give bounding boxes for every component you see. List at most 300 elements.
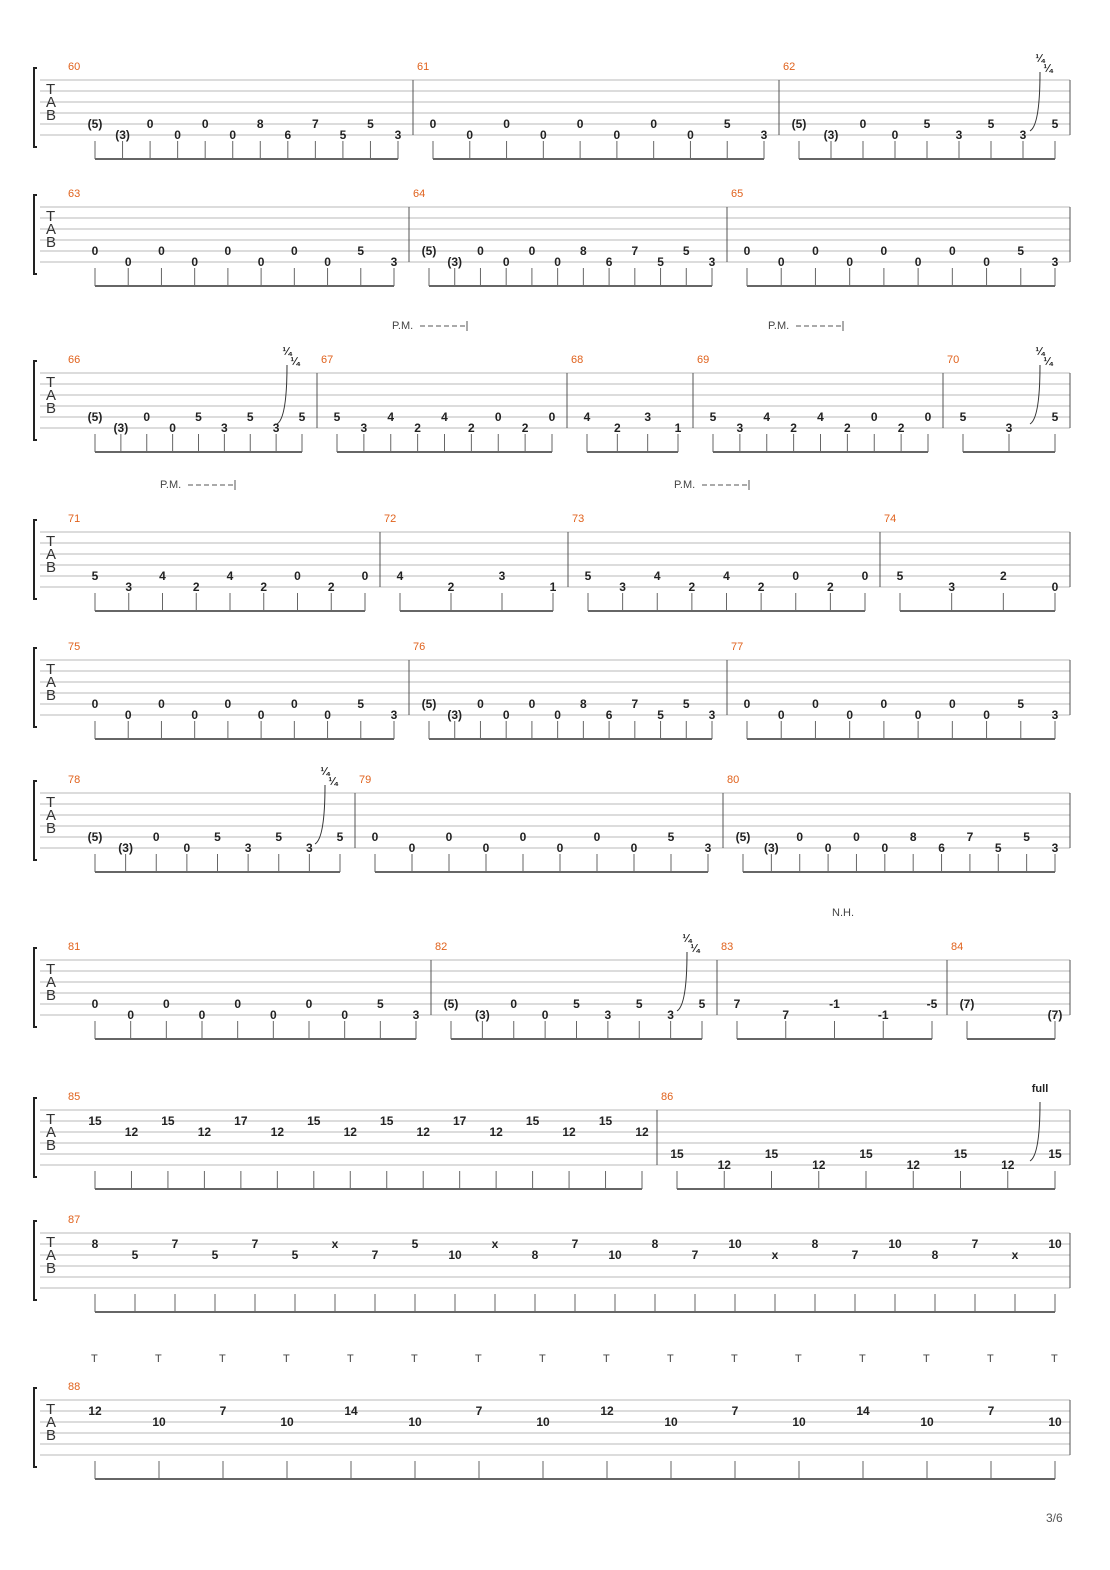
fret-number: 0 bbox=[613, 128, 621, 142]
fret-number: 0 bbox=[124, 708, 132, 722]
fret-number: 5 bbox=[339, 128, 347, 142]
fret-number: 3 bbox=[221, 421, 228, 435]
fret-number: 2 bbox=[192, 580, 200, 594]
bar-number: 71 bbox=[68, 513, 81, 525]
fret-number: 0 bbox=[152, 830, 160, 844]
fret-number: 8 bbox=[931, 1248, 939, 1262]
bend-label: ¼ bbox=[282, 346, 292, 358]
fret-number: 0 bbox=[891, 128, 899, 142]
tab-clef-letter-b: B bbox=[46, 987, 57, 1004]
fret-number: 6 bbox=[605, 255, 613, 269]
fret-number: 5 bbox=[91, 569, 99, 583]
fret-number: 3 bbox=[1051, 708, 1059, 722]
fret-number: 5 bbox=[411, 1237, 419, 1251]
fret-number: 0 bbox=[539, 128, 547, 142]
fret-number: 3 bbox=[390, 708, 398, 722]
fret-number: 4 bbox=[387, 410, 395, 424]
fret-number: 2 bbox=[688, 580, 696, 594]
fret-number: 2 bbox=[521, 421, 529, 435]
fret-number: 7 bbox=[733, 997, 741, 1011]
fret-number: 10 bbox=[280, 1415, 294, 1429]
tab-clef-letter-a: A bbox=[46, 546, 57, 563]
fret-number: 0 bbox=[477, 697, 484, 711]
fret-number: 7 bbox=[371, 1248, 379, 1262]
tap-marker: T bbox=[347, 1353, 354, 1365]
staff-system-7 bbox=[34, 907, 1070, 1039]
fret-number: 12 bbox=[717, 1158, 731, 1172]
bar-number: 88 bbox=[68, 1381, 81, 1393]
fret-number: 15 bbox=[307, 1114, 321, 1128]
palm-mute-marking: P.M. bbox=[768, 320, 790, 332]
fret-number: 0 bbox=[361, 569, 369, 583]
fret-number: 7 bbox=[966, 830, 974, 844]
fret-number: 3 bbox=[394, 128, 402, 142]
tab-clef-letter-b: B bbox=[46, 234, 57, 251]
fret-number: 12 bbox=[416, 1125, 430, 1139]
palm-mute-marking: P.M. bbox=[392, 320, 414, 332]
tap-marker: T bbox=[475, 1353, 482, 1365]
fret-number: 14 bbox=[856, 1404, 870, 1418]
tab-clef-letter-b: B bbox=[46, 559, 57, 576]
fret-number: 0 bbox=[777, 255, 785, 269]
tab-clef-letter-t: T bbox=[46, 661, 56, 678]
fret-number: 7 bbox=[987, 1404, 995, 1418]
fret-number: 0 bbox=[792, 569, 800, 583]
fret-number: 0 bbox=[324, 708, 331, 722]
fret-number: 0 bbox=[124, 255, 132, 269]
fret-number: 5 bbox=[195, 410, 202, 424]
fret-number: 0 bbox=[824, 841, 832, 855]
fret-number: 8 bbox=[580, 244, 587, 258]
fret-number: 0 bbox=[502, 255, 510, 269]
fret-number: 5 bbox=[376, 997, 384, 1011]
fret-number: x bbox=[771, 1248, 779, 1262]
fret-number: 0 bbox=[294, 569, 301, 583]
fret-number: 3 bbox=[1051, 841, 1059, 855]
fret-number: 5 bbox=[333, 410, 341, 424]
fret-number: 0 bbox=[91, 697, 99, 711]
fret-number: 0 bbox=[630, 841, 638, 855]
bar-number: 72 bbox=[384, 513, 397, 525]
fret-number: 8 bbox=[256, 117, 264, 131]
staff-system-2 bbox=[34, 188, 1070, 286]
fret-number: 7 bbox=[571, 1237, 579, 1251]
fret-number: 3 bbox=[390, 255, 398, 269]
fret-number: 12 bbox=[270, 1125, 285, 1139]
palm-mute-marking: P.M. bbox=[674, 479, 696, 491]
fret-number: 2 bbox=[897, 421, 905, 435]
fret-number: 0 bbox=[477, 244, 484, 258]
fret-number: 8 bbox=[651, 1237, 659, 1251]
fret-number: 4 bbox=[583, 410, 591, 424]
bar-number: 76 bbox=[413, 641, 426, 653]
bar-number: 83 bbox=[721, 941, 734, 953]
fret-number: 5 bbox=[357, 244, 365, 258]
fret-number: 2 bbox=[414, 421, 421, 435]
fret-number: 0 bbox=[948, 244, 956, 258]
fret-number: 10 bbox=[1048, 1237, 1062, 1251]
bend-arrow bbox=[1030, 1102, 1040, 1161]
fret-number: -1 bbox=[877, 1008, 889, 1022]
bend-arrow bbox=[1030, 365, 1040, 424]
fret-number: (5) bbox=[443, 997, 459, 1011]
fret-number: 0 bbox=[554, 255, 561, 269]
bend-label: ¼ bbox=[320, 766, 330, 778]
bend-label: ¼ bbox=[328, 776, 338, 788]
bar-number: 64 bbox=[413, 188, 426, 200]
tab-clef-letter-a: A bbox=[46, 1247, 57, 1264]
bar-number: 67 bbox=[321, 354, 334, 366]
fret-number: (5) bbox=[421, 697, 437, 711]
fret-number: (5) bbox=[791, 117, 807, 131]
fret-number: 3 bbox=[272, 421, 280, 435]
tab-clef-letter-b: B bbox=[46, 107, 57, 124]
fret-number: 5 bbox=[987, 117, 995, 131]
tab-clef-letter-a: A bbox=[46, 1414, 57, 1431]
fret-number: 0 bbox=[880, 697, 888, 711]
fret-number: 3 bbox=[760, 128, 768, 142]
bar-number: 70 bbox=[947, 354, 960, 366]
fret-number: 0 bbox=[519, 830, 527, 844]
fret-number: 10 bbox=[608, 1248, 622, 1262]
tab-clef-letter-a: A bbox=[46, 674, 57, 691]
fret-number: 2 bbox=[757, 580, 765, 594]
tap-marker: T bbox=[155, 1353, 162, 1365]
tab-clef-letter-t: T bbox=[46, 1111, 56, 1128]
fret-number: 2 bbox=[447, 580, 455, 594]
fret-number: 5 bbox=[275, 830, 283, 844]
fret-number: 0 bbox=[556, 841, 564, 855]
fret-number: 12 bbox=[343, 1125, 357, 1139]
fret-number: 0 bbox=[445, 830, 453, 844]
fret-number: 5 bbox=[698, 997, 706, 1011]
fret-number: (3) bbox=[764, 841, 779, 855]
fret-number: 8 bbox=[580, 697, 587, 711]
bar-number: 73 bbox=[572, 513, 585, 525]
fret-number: 4 bbox=[441, 410, 448, 424]
fret-number: 0 bbox=[341, 1008, 349, 1022]
page-number: 3/6 bbox=[1046, 1511, 1063, 1525]
staff-system-5 bbox=[34, 641, 1070, 739]
tab-clef-letter-b: B bbox=[46, 1260, 57, 1277]
fret-number: 5 bbox=[682, 697, 690, 711]
fret-number: 7 bbox=[851, 1248, 859, 1262]
fret-number: 10 bbox=[448, 1248, 462, 1262]
fret-number: 0 bbox=[510, 997, 518, 1011]
bar-number: 62 bbox=[783, 61, 796, 73]
bar-number: 65 bbox=[731, 188, 744, 200]
fret-number: 3 bbox=[708, 708, 716, 722]
fret-number: 0 bbox=[91, 997, 99, 1011]
fret-number: 5 bbox=[667, 830, 675, 844]
bar-number: 84 bbox=[951, 941, 964, 953]
fret-number: 4 bbox=[226, 569, 234, 583]
fret-number: 0 bbox=[224, 244, 232, 258]
tap-marker: T bbox=[411, 1353, 418, 1365]
fret-number: 2 bbox=[327, 580, 335, 594]
fret-number: 0 bbox=[269, 1008, 277, 1022]
fret-number: 14 bbox=[344, 1404, 358, 1418]
tap-marker: T bbox=[795, 1353, 802, 1365]
tab-clef-letter-t: T bbox=[46, 81, 56, 98]
system-bracket bbox=[34, 948, 37, 1027]
fret-number: 8 bbox=[91, 1237, 99, 1251]
fret-number: 2 bbox=[844, 421, 851, 435]
fret-number: x bbox=[1011, 1248, 1019, 1262]
fret-number: 0 bbox=[191, 255, 199, 269]
system-bracket bbox=[34, 195, 37, 274]
fret-number: 0 bbox=[290, 244, 298, 258]
tab-clef-letter-a: A bbox=[46, 221, 57, 238]
fret-number: 0 bbox=[503, 117, 510, 131]
fret-number: 15 bbox=[598, 1114, 613, 1128]
fret-number: 12 bbox=[600, 1404, 614, 1418]
fret-number: 7 bbox=[631, 697, 639, 711]
fret-number: 0 bbox=[198, 1008, 206, 1022]
fret-number: 0 bbox=[914, 708, 922, 722]
fret-number: 7 bbox=[631, 244, 639, 258]
fret-number: 0 bbox=[743, 244, 751, 258]
fret-number: x bbox=[491, 1237, 499, 1251]
fret-number: 0 bbox=[743, 697, 751, 711]
fret-number: 0 bbox=[812, 697, 819, 711]
bar-number: 85 bbox=[68, 1091, 81, 1103]
system-bracket bbox=[34, 781, 37, 860]
fret-number: 3 bbox=[736, 421, 744, 435]
fret-number: 3 bbox=[244, 841, 252, 855]
fret-number: 7 bbox=[782, 1008, 790, 1022]
fret-number: 0 bbox=[324, 255, 331, 269]
bend-label: ¼ bbox=[1035, 346, 1045, 358]
fret-number: 3 bbox=[125, 580, 133, 594]
fret-number: 0 bbox=[127, 1008, 135, 1022]
system-bracket bbox=[34, 520, 37, 599]
fret-number: 3 bbox=[619, 580, 626, 594]
fret-number: 6 bbox=[284, 128, 292, 142]
fret-number: 0 bbox=[914, 255, 922, 269]
fret-number: (5) bbox=[87, 117, 103, 131]
fret-number: 12 bbox=[124, 1125, 139, 1139]
fret-number: 12 bbox=[812, 1158, 826, 1172]
fret-number: 10 bbox=[792, 1415, 806, 1429]
fret-number: 3 bbox=[948, 580, 956, 594]
natural-harmonic-marking: N.H. bbox=[832, 907, 854, 919]
fret-number: 5 bbox=[896, 569, 904, 583]
fret-number: 5 bbox=[357, 697, 365, 711]
fret-number: 17 bbox=[234, 1114, 248, 1128]
bar-number: 60 bbox=[68, 61, 81, 73]
fret-number: 7 bbox=[251, 1237, 259, 1251]
fret-number: 6 bbox=[938, 841, 945, 855]
fret-number: 2 bbox=[260, 580, 268, 594]
tap-marker: T bbox=[731, 1353, 738, 1365]
fret-number: 0 bbox=[169, 421, 176, 435]
fret-number: 0 bbox=[162, 997, 170, 1011]
fret-number: 0 bbox=[853, 830, 860, 844]
fret-number: 7 bbox=[219, 1404, 227, 1418]
fret-number: 12 bbox=[906, 1158, 920, 1172]
fret-number: 0 bbox=[408, 841, 416, 855]
fret-number: 1 bbox=[549, 580, 557, 594]
fret-number: 0 bbox=[174, 128, 181, 142]
fret-number: 0 bbox=[777, 708, 785, 722]
fret-number: 0 bbox=[482, 841, 490, 855]
fret-number: 0 bbox=[1051, 580, 1059, 594]
fret-number: 2 bbox=[613, 421, 621, 435]
fret-number: 0 bbox=[201, 117, 209, 131]
fret-number: 0 bbox=[191, 708, 199, 722]
staff-system-6 bbox=[34, 766, 1070, 872]
fret-number: 7 bbox=[731, 1404, 739, 1418]
fret-number: 8 bbox=[909, 830, 917, 844]
fret-number: 5 bbox=[1017, 244, 1025, 258]
staff-system-1 bbox=[34, 53, 1070, 159]
system-bracket bbox=[34, 648, 37, 727]
fret-number: 3 bbox=[412, 1008, 420, 1022]
fret-number: 4 bbox=[159, 569, 166, 583]
fret-number: 0 bbox=[880, 244, 888, 258]
bar-number: 63 bbox=[68, 188, 81, 200]
fret-number: 12 bbox=[88, 1404, 102, 1418]
fret-number: 5 bbox=[657, 255, 664, 269]
bar-number: 66 bbox=[68, 354, 81, 366]
fret-number: 12 bbox=[562, 1125, 576, 1139]
fret-number: 3 bbox=[704, 841, 712, 855]
fret-number: 7 bbox=[171, 1237, 179, 1251]
fret-number: 0 bbox=[229, 128, 237, 142]
bend-arrow bbox=[1030, 72, 1040, 131]
fret-number: (5) bbox=[421, 244, 437, 258]
fret-number: 0 bbox=[158, 244, 165, 258]
tap-marker: T bbox=[219, 1353, 226, 1365]
fret-number: 3 bbox=[708, 255, 716, 269]
bar-number: 69 bbox=[697, 354, 710, 366]
fret-number: (7) bbox=[959, 997, 975, 1011]
fret-number: 15 bbox=[859, 1147, 873, 1161]
fret-number: 5 bbox=[1051, 410, 1059, 424]
fret-number: 0 bbox=[528, 244, 536, 258]
fret-number: 0 bbox=[429, 117, 437, 131]
staff-system-3 bbox=[34, 320, 1070, 452]
fret-number: 0 bbox=[924, 410, 932, 424]
fret-number: 0 bbox=[593, 830, 601, 844]
fret-number: 5 bbox=[211, 1248, 219, 1262]
fret-number: 3 bbox=[306, 841, 313, 855]
fret-number: 0 bbox=[494, 410, 502, 424]
fret-number: 2 bbox=[999, 569, 1007, 583]
tab-clef-letter-t: T bbox=[46, 961, 56, 978]
bend-arrow bbox=[315, 785, 325, 844]
system-bracket bbox=[34, 1098, 37, 1177]
fret-number: 4 bbox=[396, 569, 404, 583]
bend-label: ¼ bbox=[1043, 63, 1053, 75]
fret-number: 0 bbox=[143, 410, 151, 424]
fret-number: 3 bbox=[498, 569, 506, 583]
bend-label: full bbox=[1031, 1083, 1049, 1095]
tab-clef-letter-a: A bbox=[46, 1124, 57, 1141]
bend-label: ¼ bbox=[290, 356, 300, 368]
system-bracket bbox=[34, 68, 37, 147]
system-bracket bbox=[34, 1221, 37, 1300]
fret-number: 15 bbox=[953, 1147, 968, 1161]
tab-clef-letter-a: A bbox=[46, 974, 57, 991]
fret-number: 10 bbox=[888, 1237, 902, 1251]
fret-number: 0 bbox=[983, 708, 990, 722]
fret-number: 12 bbox=[1001, 1158, 1015, 1172]
fret-number: 0 bbox=[846, 708, 854, 722]
fret-number: 5 bbox=[298, 410, 306, 424]
fret-number: 17 bbox=[452, 1114, 467, 1128]
system-bracket bbox=[34, 1388, 37, 1467]
fret-number: 5 bbox=[657, 708, 664, 722]
fret-number: 15 bbox=[525, 1114, 540, 1128]
tab-clef-letter-b: B bbox=[46, 400, 57, 417]
fret-number: 0 bbox=[290, 697, 298, 711]
staff-system-10 bbox=[34, 1353, 1070, 1479]
fret-number: 0 bbox=[812, 244, 819, 258]
fret-number: 0 bbox=[548, 410, 556, 424]
bend-label: ¼ bbox=[1035, 53, 1045, 65]
fret-number: 5 bbox=[291, 1248, 299, 1262]
fret-number: 0 bbox=[859, 117, 867, 131]
fret-number: 5 bbox=[573, 997, 580, 1011]
palm-mute-marking: P.M. bbox=[160, 479, 182, 491]
tap-marker: T bbox=[603, 1353, 610, 1365]
fret-number: 0 bbox=[91, 244, 99, 258]
bar-number: 79 bbox=[359, 774, 372, 786]
fret-number: 3 bbox=[644, 410, 652, 424]
fret-number: 5 bbox=[923, 117, 931, 131]
tap-marker: T bbox=[923, 1353, 930, 1365]
fret-number: 10 bbox=[920, 1415, 934, 1429]
fret-number: 10 bbox=[408, 1415, 422, 1429]
fret-number: 0 bbox=[687, 128, 694, 142]
tab-clef-letter-a: A bbox=[46, 807, 57, 824]
fret-number: 3 bbox=[604, 1008, 612, 1022]
fret-number: 0 bbox=[983, 255, 990, 269]
tap-marker: T bbox=[91, 1353, 98, 1365]
tab-clef-letter-a: A bbox=[46, 94, 57, 111]
bar-number: 68 bbox=[571, 354, 584, 366]
bar-number: 74 bbox=[884, 513, 897, 525]
fret-number: 1 bbox=[674, 421, 682, 435]
fret-number: 8 bbox=[811, 1237, 819, 1251]
fret-number: (7) bbox=[1047, 1008, 1063, 1022]
fret-number: 5 bbox=[1051, 117, 1059, 131]
fret-number: (3) bbox=[115, 128, 130, 142]
fret-number: 15 bbox=[88, 1114, 102, 1128]
fret-number: 5 bbox=[723, 117, 731, 131]
bend-arrow bbox=[677, 952, 687, 1011]
fret-number: 0 bbox=[870, 410, 878, 424]
fret-number: 3 bbox=[1051, 255, 1059, 269]
bar-number: 61 bbox=[417, 61, 430, 73]
bend-arrow bbox=[277, 365, 287, 424]
fret-number: 0 bbox=[183, 841, 191, 855]
fret-number: 12 bbox=[635, 1125, 649, 1139]
bend-label: ¼ bbox=[1043, 356, 1053, 368]
fret-number: 5 bbox=[246, 410, 254, 424]
bar-number: 80 bbox=[727, 774, 740, 786]
fret-number: 4 bbox=[653, 569, 661, 583]
fret-number: 15 bbox=[1048, 1147, 1062, 1161]
fret-number: 0 bbox=[554, 708, 561, 722]
fret-number: 5 bbox=[994, 841, 1002, 855]
fret-number: 0 bbox=[861, 569, 869, 583]
fret-number: 10 bbox=[536, 1415, 550, 1429]
fret-number: 5 bbox=[367, 117, 374, 131]
fret-number: 0 bbox=[158, 697, 165, 711]
